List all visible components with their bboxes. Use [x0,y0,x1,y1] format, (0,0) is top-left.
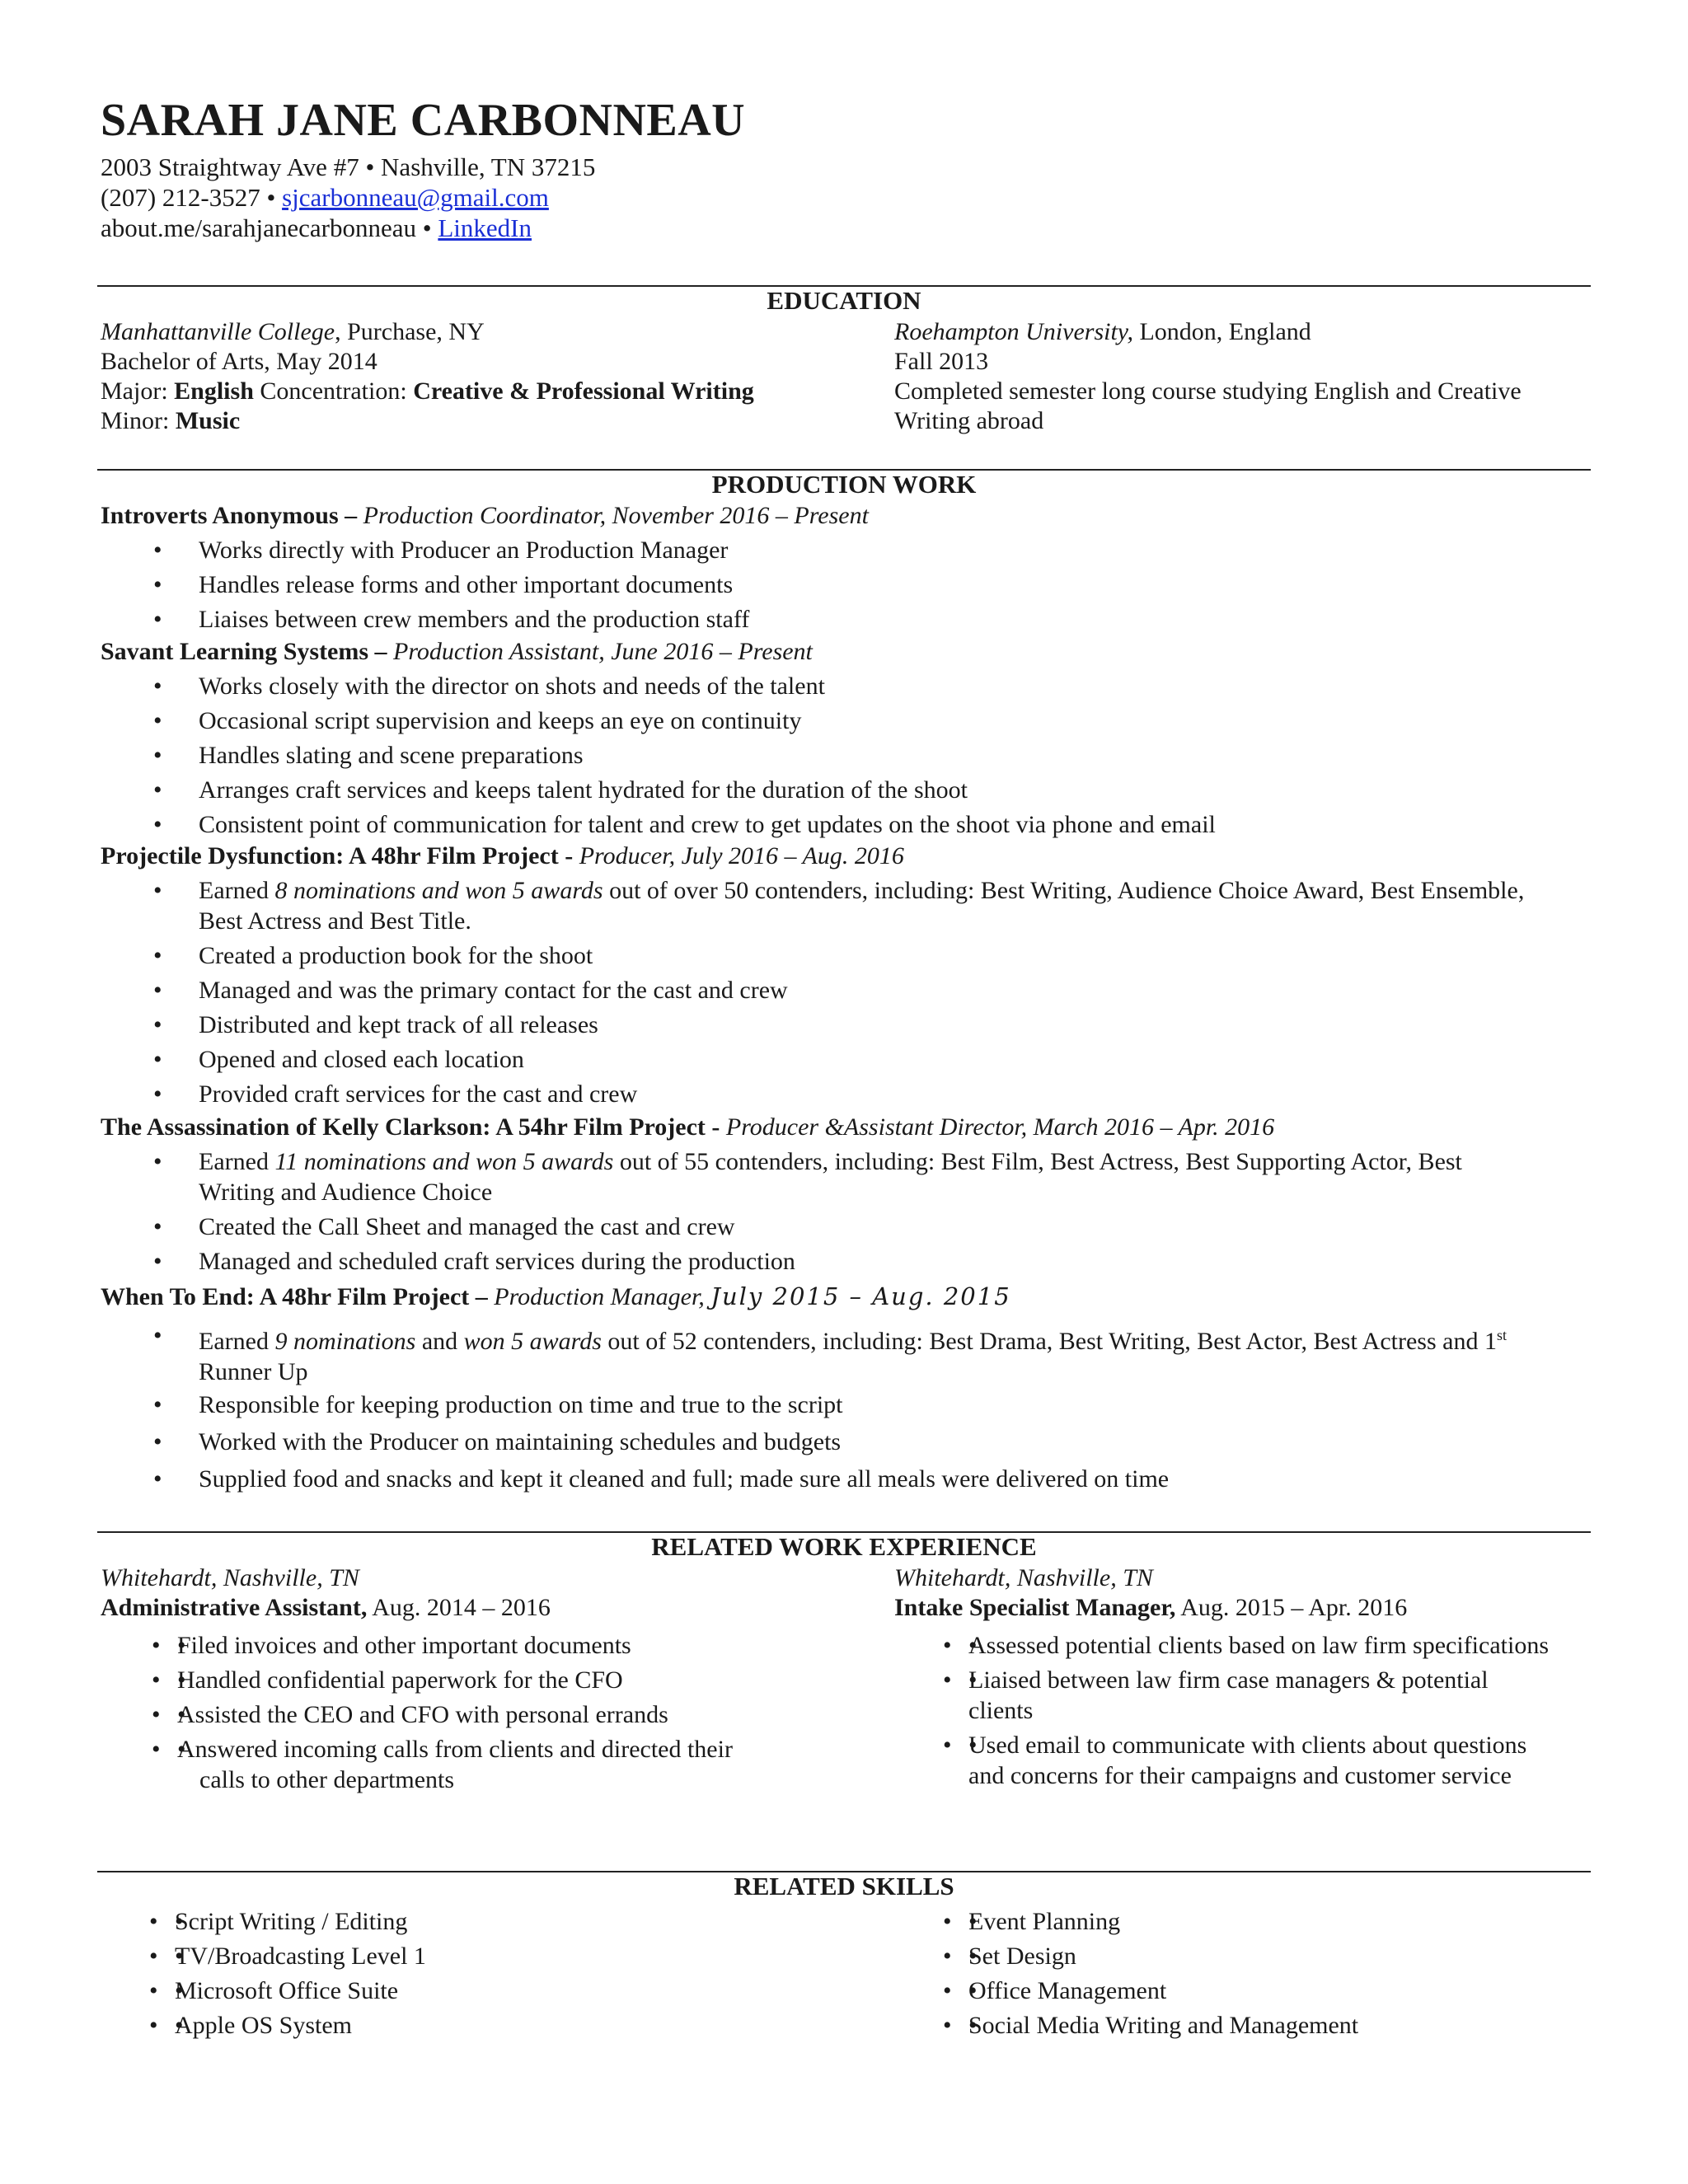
description: Completed semester long course studying English and Creative [894,377,1522,405]
bullet-text: Liaised between law firm case managers & potential [968,1666,1489,1694]
degree: Bachelor of Arts, May 2014 [101,348,377,375]
web-line [101,213,595,243]
list-item: • Works closely with the director on shots and needs of the talent [0,671,1216,705]
job-role: Producer &Assistant Director, March 2016 – Apr. 2016 [725,1113,1275,1141]
list-item: • Consistent point of communication for talent and crew to get updates on the shoot via phone and email [0,809,1216,844]
production-heading: PRODUCTION WORK [711,470,977,499]
skills-list-right [0,1906,1358,2045]
list-item: • • Filed invoices and other important documents [0,1630,733,1665]
bullet-text: out of 55 contenders, including: Best Film, Best Actress, Best Supporting Actor, Best [613,1148,1462,1175]
bullet-text: out of over 50 contenders, including: Best Writing, Audience Choice Award, Best Ensemble, [603,877,1525,904]
list-item: • • Office Management [0,1975,1358,2010]
list-item: • Managed and scheduled craft services during the production [0,1246,1462,1281]
linkedin-link[interactable]: LinkedIn [438,213,532,242]
bullet-emphasis: 9 nominations [274,1328,416,1355]
skill: TV/Broadcasting Level 1 [175,1943,426,1970]
email-link[interactable]: sjcarbonneau@gmail.com [282,183,549,212]
bullet-text: and [415,1328,464,1355]
candidate-name: SARAH JANE CARBONNEAU [101,95,746,146]
bullet-list [0,671,1216,844]
education-right [894,317,1522,436]
job-title: The Assassination of Kelly Clarkson: A 54hr Film Project - [101,1113,726,1141]
job-title: Savant Learning Systems – [101,638,394,665]
company: Whitehardt, Nashville, TN [101,1564,359,1591]
bullet-text-cont: calls to other departments [199,1766,455,1793]
list-item: • • Used email to communicate with clients about questions and concerns for their campaigns and customer service [0,1730,1549,1795]
bullet-text-cont: clients [968,1697,1034,1724]
description-cont: Writing abroad [894,407,1044,434]
job-role: Production Coordinator, November 2016 – Present [363,502,869,529]
list-item: • Handles release forms and other important documents [0,569,749,604]
school-name: Manhattanville College [101,318,335,345]
term: Fall 2013 [894,348,989,375]
list-item [0,875,1524,940]
education-left [101,317,754,436]
school-location: London, England [1132,318,1311,345]
job-role: Producer, July 2016 – Aug. 2016 [579,842,904,869]
list-item: • Occasional script supervision and keeps an eye on continuity [0,705,1216,740]
school-name: Roehampton University, [894,318,1133,345]
dates: Aug. 2014 – 2016 [367,1594,551,1621]
bullet-text: Answered incoming calls from clients and directed their [177,1736,733,1763]
concentration: Creative & Professional Writing [413,377,754,405]
skill: Apple OS System [175,2012,353,2039]
major-label: Major: [101,377,175,405]
list-item: • Provided craft services for the cast and crew [0,1079,1524,1113]
list-item: • • Social Media Writing and Management [0,2010,1358,2045]
minor: Music [175,407,241,434]
address: 2003 Straightway Ave #7 • Nashville, TN 37215 [101,152,596,181]
phone-email-line [101,182,595,213]
skill: Microsoft Office Suite [175,1977,399,2004]
work-right [894,1563,1407,1623]
education-heading: EDUCATION [767,286,921,315]
bullet-text: Assisted the CEO and CFO with personal errands [177,1701,668,1728]
bullet-emphasis: 11 nominations and won 5 awards [274,1148,614,1175]
bullet-text: Assessed potential clients based on law firm specifications [968,1632,1549,1659]
job-role: Production Assistant, June 2016 – Present [393,638,813,665]
job-dates: July 2015 – Aug. 2015 [710,1282,1011,1310]
list-item: • Works directly with Producer an Production Manager [0,535,749,569]
list-item: • • TV/Broadcasting Level 1 [0,1941,426,1975]
list-item: • Created the Call Sheet and managed the cast and crew [0,1212,1462,1246]
concentration-label: Concentration: [253,377,414,405]
skill: Set Design [968,1943,1076,1970]
list-item: • Created a production book for the shoot [0,940,1524,975]
bullet-list [0,1320,1507,1501]
bullet-text-cont: Runner Up [199,1358,308,1385]
list-item: • • Event Planning [0,1906,1358,1941]
bullet-text-cont: and concerns for their campaigns and customer service [968,1762,1512,1789]
major: English [174,377,254,405]
list-item: • • Set Design [0,1941,1358,1975]
list-item: • • Script Writing / Editing [0,1906,426,1941]
contact-block [101,152,595,243]
list-item: • Managed and was the primary contact for the cast and crew [0,975,1524,1010]
skills-heading: RELATED SKILLS [734,1872,954,1900]
bullet-list [0,1146,1462,1281]
bullet-text: Filed invoices and other important documents [177,1632,631,1659]
bullet-text: Handled confidential paperwork for the CFO [177,1666,623,1694]
list-item [0,1320,1507,1390]
dates: Aug. 2015 – Apr. 2016 [1175,1594,1408,1621]
job-role: Production Manager, [494,1283,711,1310]
list-item: • • Microsoft Office Suite [0,1975,426,2010]
bullet-text-cont: Best Actress and Best Title. [199,907,471,935]
job-heading [101,637,813,667]
list-item: • • Assisted the CEO and CFO with personal errands [0,1699,733,1734]
skill: Event Planning [968,1908,1121,1935]
list-item [0,1146,1462,1212]
list-item: • Responsible for keeping production on time and true to the script [0,1390,1507,1427]
skill: Script Writing / Editing [175,1908,408,1935]
bullet-text: Earned [199,877,275,904]
phone: (207) 212-3527 • [101,183,283,212]
list-item: • Supplied food and snacks and kept it cleaned and full; made sure all meals were delivered on time [0,1464,1507,1501]
minor-label: Minor: [101,407,176,434]
bullet-list [0,1630,1549,1795]
school-location: , Purchase, NY [335,318,485,345]
bullet-emphasis: won 5 awards [463,1328,602,1355]
bullet-text: out of 52 contenders, including: Best Drama, Best Writing, Best Actor, Best Actress and 1 [601,1328,1497,1355]
list-item: • Arranges craft services and keeps talent hydrated for the duration of the shoot [0,775,1216,809]
bullet-text-cont: Writing and Audience Choice [199,1179,493,1206]
bullet-text: Used email to communicate with clients about questions [968,1732,1527,1759]
list-item: • Handles slating and scene preparations [0,740,1216,775]
job-heading [101,841,904,871]
list-item: • • Handled confidential paperwork for the CFO [0,1665,733,1699]
list-item: • • Liaised between law firm case managers & potential clients [0,1665,1549,1730]
skill: Social Media Writing and Management [968,2012,1359,2039]
bullet-list [0,875,1524,1113]
job-heading [101,1282,1011,1312]
ordinal-suffix: st [1496,1327,1507,1343]
list-item: • • Answered incoming calls from clients and directed their calls to other departments [0,1734,733,1799]
job-heading [101,1113,1274,1142]
job-title: When To End: A 48hr Film Project – [101,1283,495,1310]
list-item: • Opened and closed each location [0,1044,1524,1079]
job-title: Projectile Dysfunction: A 48hr Film Project - [101,842,579,869]
list-item: • • Assessed potential clients based on law firm specifications [0,1630,1549,1665]
job-heading [101,501,869,531]
company: Whitehardt, Nashville, TN [894,1564,1153,1591]
list-item: • • Apple OS System [0,2010,426,2045]
website: about.me/sarahjanecarbonneau • [101,213,438,242]
bullet-emphasis: 8 nominations and won 5 awards [274,877,603,904]
list-item: • Liaises between crew members and the production staff [0,604,749,639]
job-title: Introverts Anonymous – [101,502,363,529]
related-work-heading: RELATED WORK EXPERIENCE [651,1532,1037,1561]
list-item: • Worked with the Producer on maintaining schedules and budgets [0,1427,1507,1464]
bullet-list [0,535,749,639]
skill: Office Management [968,1977,1167,2004]
bullet-text: Earned [199,1148,275,1175]
bullet-text: Earned [199,1328,275,1355]
list-item: • Distributed and kept track of all releases [0,1010,1524,1044]
role: Administrative Assistant, [101,1594,368,1621]
work-left [101,1563,551,1623]
role: Intake Specialist Manager, [894,1594,1176,1621]
